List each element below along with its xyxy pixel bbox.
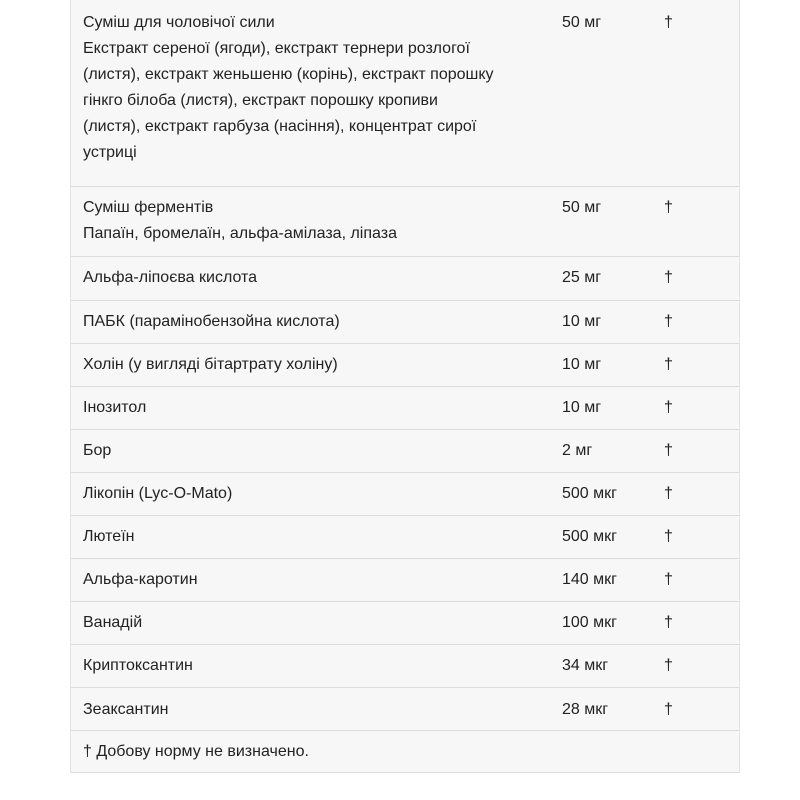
- table-row: [71, 515, 739, 558]
- amount-cell: 140 мкг: [562, 571, 617, 588]
- ingredient-name: Суміш для чоловічої сили: [83, 14, 275, 31]
- daily-value-cell: †: [664, 701, 673, 718]
- amount-cell: 50 мг: [562, 14, 602, 31]
- ingredient-detail: (листя), екстракт женьшеню (корінь), екстракт порошку: [83, 66, 494, 83]
- supplement-facts-table: [70, 0, 740, 773]
- daily-value-cell: †: [664, 485, 673, 502]
- daily-value-cell: †: [664, 614, 673, 631]
- table-row: [71, 343, 739, 386]
- footnote-row: [71, 730, 739, 772]
- amount-cell: 34 мкг: [562, 657, 609, 674]
- ingredient-name: Криптоксантин: [83, 657, 193, 674]
- ingredient-detail: гінкго білоба (листя), екстракт порошку кропиви: [83, 92, 438, 109]
- daily-value-cell: †: [664, 571, 673, 588]
- amount-cell: 28 мкг: [562, 701, 609, 718]
- ingredient-name: Холін (у вигляді бітартрату холіну): [83, 356, 338, 373]
- ingredient-detail: Папаїн, бромелаїн, альфа-амілаза, ліпаза: [83, 225, 397, 242]
- ingredient-name-cell: [83, 195, 553, 247]
- ingredient-name: Альфа-каротин: [83, 571, 198, 588]
- ingredient-name: Лікопін (Lyc-O-Mato): [83, 485, 233, 502]
- footnote-text: † Добову норму не визначено.: [83, 743, 309, 760]
- ingredient-detail: устриці: [83, 144, 137, 161]
- amount-cell: 100 мкг: [562, 614, 617, 631]
- ingredient-name: Інозитол: [83, 399, 147, 416]
- ingredient-name: ПАБК (парамінобензойна кислота): [83, 313, 340, 330]
- table-row: [71, 687, 739, 730]
- ingredient-name: Лютеїн: [83, 528, 135, 545]
- daily-value-cell: †: [664, 356, 673, 373]
- daily-value-cell: †: [664, 313, 673, 330]
- ingredient-name: Суміш ферментів: [83, 199, 214, 216]
- daily-value-cell: †: [664, 399, 673, 416]
- amount-cell: 2 мг: [562, 442, 593, 459]
- amount-cell: 10 мг: [562, 356, 602, 373]
- ingredient-name: Зеаксантин: [83, 701, 169, 718]
- table-row: [71, 186, 739, 256]
- daily-value-cell: †: [664, 657, 673, 674]
- table-row: [71, 644, 739, 687]
- daily-value-cell: †: [664, 269, 673, 286]
- ingredient-name: Ванадій: [83, 614, 143, 631]
- amount-cell: 10 мг: [562, 313, 602, 330]
- daily-value-cell: †: [664, 14, 673, 31]
- amount-cell: 500 мкг: [562, 528, 617, 545]
- amount-cell: 25 мг: [562, 269, 602, 286]
- amount-cell: 500 мкг: [562, 485, 617, 502]
- table-row: [71, 601, 739, 644]
- ingredient-detail: (листя), екстракт гарбуза (насіння), концентрат сирої: [83, 118, 477, 135]
- table-row: [71, 386, 739, 429]
- table-row: [71, 472, 739, 515]
- daily-value-cell: †: [664, 199, 673, 216]
- ingredient-name: Альфа-ліпоєва кислота: [83, 269, 258, 286]
- daily-value-cell: †: [664, 442, 673, 459]
- ingredient-detail: Екстракт сереної (ягоди), екстракт тернери розлогої: [83, 40, 470, 57]
- table-row: [71, 256, 739, 300]
- amount-cell: 10 мг: [562, 399, 602, 416]
- table-row: [71, 429, 739, 472]
- ingredient-name-cell: [83, 10, 553, 166]
- amount-cell: 50 мг: [562, 199, 602, 216]
- daily-value-cell: †: [664, 528, 673, 545]
- table-row: [71, 0, 739, 186]
- table-row: [71, 558, 739, 601]
- ingredient-name: Бор: [83, 442, 112, 459]
- table-row: [71, 300, 739, 343]
